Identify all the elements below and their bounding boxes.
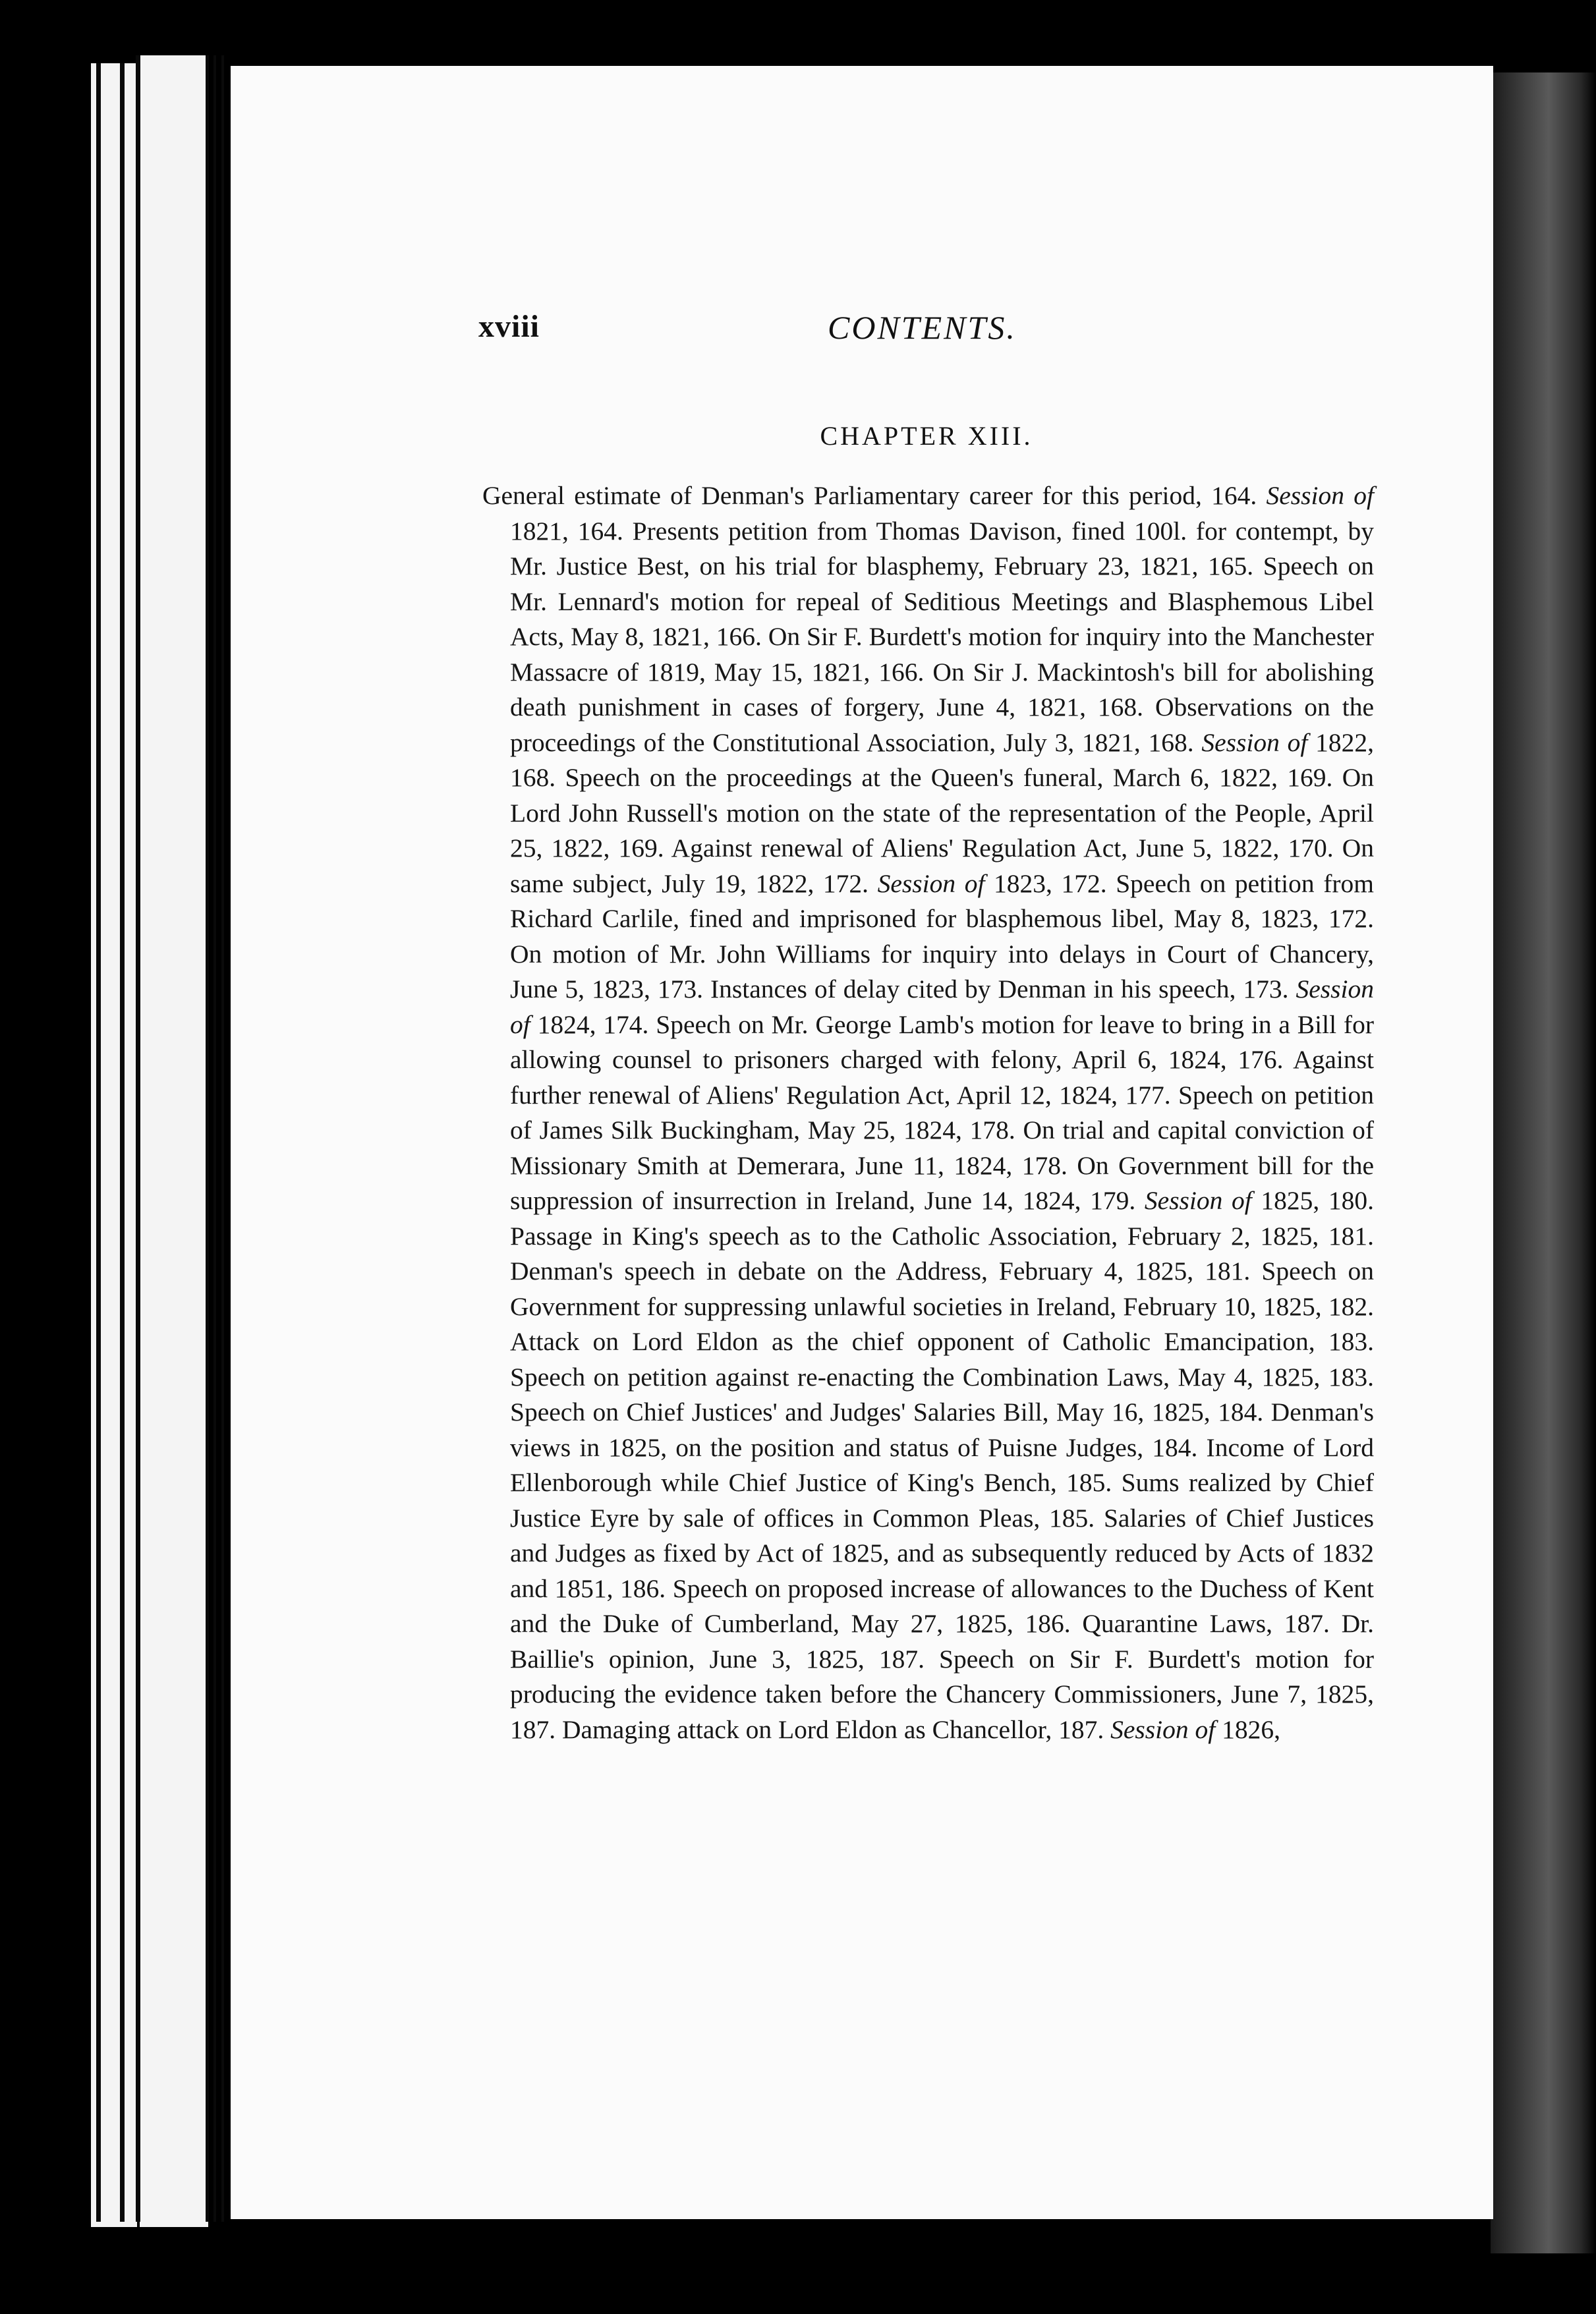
book-edge-line <box>120 63 125 2222</box>
contents-text <box>482 478 1374 1747</box>
book-edge-line <box>136 55 140 2222</box>
page-title: CONTENTS. <box>828 309 1017 346</box>
text-run: 1825, 180. Passage in King's speech as to the Catholic Association, February 2, 1825, 181. Denman's speech in debate on the Address, February 4, 1825, 181. Speech on Government for suppressing unlawful societies in Ireland, February 10, 1825, 182. Attack on Lord Eldon as the chief opponent of Catholic Emancipation, 183. Speech on petition against re-enacting the Combination Laws, May 4, 1825, 183. Speech on Chief Justices' and Judges' Salaries Bill, May 16, 1825, 184. Denman's views in 1825, on the position and status of Puisne Judges, 184. Income of Lord Ellenborough while Chief Justice of King's Bench, 185. Sums realized by Chief Justice Eyre by sale of offices in Common Pleas, 185. Salaries of Chief Justices and Judges as fixed by Act of 1825, and as subsequently reduced by Acts of 1832 and 1851, 186. Speech on proposed increase of allowances to the Duchess of Kent and the Duke of Cumberland, May 27, 1825, 186. Quarantine Laws, 187. Dr. Baillie's opinion, June 3, 1825, 187. Speech on Sir F. Burdett's motion for producing the evidence taken before the Chancery Commissioners, June 7, 1825, 187. Damaging attack on Lord Eldon as Chancellor, 187. <box>510 1186 1375 1744</box>
text-run: General estimate of Denman's Parliamentary career for this period, 164. <box>482 481 1267 510</box>
session-label: Session of <box>1201 727 1308 757</box>
book-edge-line <box>96 63 101 2222</box>
book-edge-line <box>214 55 216 2222</box>
session-label: Session of <box>1110 1714 1216 1744</box>
text-run: 1822, 168. Speech on the proceedings at the Queen's funeral, March 6, 1822, 169. On Lord John Russell's motion on the state of the representation of the People, April 25, 1822, 169. Against renewal of Aliens' Regulation Act, June 5, 1822, 170. On same subject, July 19, 1822, 172. <box>510 727 1374 898</box>
session-label: Session of <box>1266 481 1374 510</box>
session-label: Session of <box>877 868 985 898</box>
running-head <box>478 308 1045 354</box>
text-run: 1826, <box>1215 1714 1280 1744</box>
book-edge-line <box>206 55 209 2222</box>
book-edge-line <box>221 55 224 2222</box>
text-run: 1823, 172. Speech on petition from Richard Carlile, fined and imprisoned for blasphemous libel, May 8, 1823, 172. On motion of Mr. John Williams for inquiry into delays in Court of Chancery, June 5, 1823, 173. Instances of delay cited by Denman in his speech, 173. <box>510 868 1374 1003</box>
text-run: 1821, 164. Presents petition from Thomas Davison, fined 100l. for contempt, by Mr. Justice Best, on his trial for blasphemy, February 23, 1821, 165. Speech on Mr. Lennard's motion for repeal of Seditious Meetings and Blasphemous Libel Acts, May 8, 1821, 166. On Sir F. Burdett's motion for inquiry into the Manchester Massacre of 1819, May 15, 1821, 166. On Sir J. Mackintosh's bill for abolishing death punishment in cases of forgery, June 4, 1821, 168. Observations on the proceedings of the Constitutional Association, July 3, 1821, 168. <box>510 516 1374 757</box>
chapter-heading: CHAPTER XIII. <box>820 421 1033 451</box>
text-run: 1824, 174. Speech on Mr. George Lamb's motion for leave to bring in a Bill for allowing counsel to prisoners charged with felony, April 6, 1824, 176. Against further renewal of Aliens' Regulation Act, April 12, 1824, 177. Speech on petition of James Silk Buckingham, May 25, 1824, 178. On trial and capital conviction of Missionary Smith at Demerara, June 11, 1824, 178. On Government bill for the suppression of insurrection in Ireland, June 14, 1824, 179. <box>510 1009 1374 1215</box>
book-edge-inner <box>140 55 208 2227</box>
spine-shadow <box>1491 72 1596 2253</box>
session-label: Session of <box>510 974 1374 1039</box>
session-label: Session of <box>1144 1186 1252 1215</box>
page-number: xviii <box>478 309 540 344</box>
contents-paragraph <box>482 478 1374 1747</box>
